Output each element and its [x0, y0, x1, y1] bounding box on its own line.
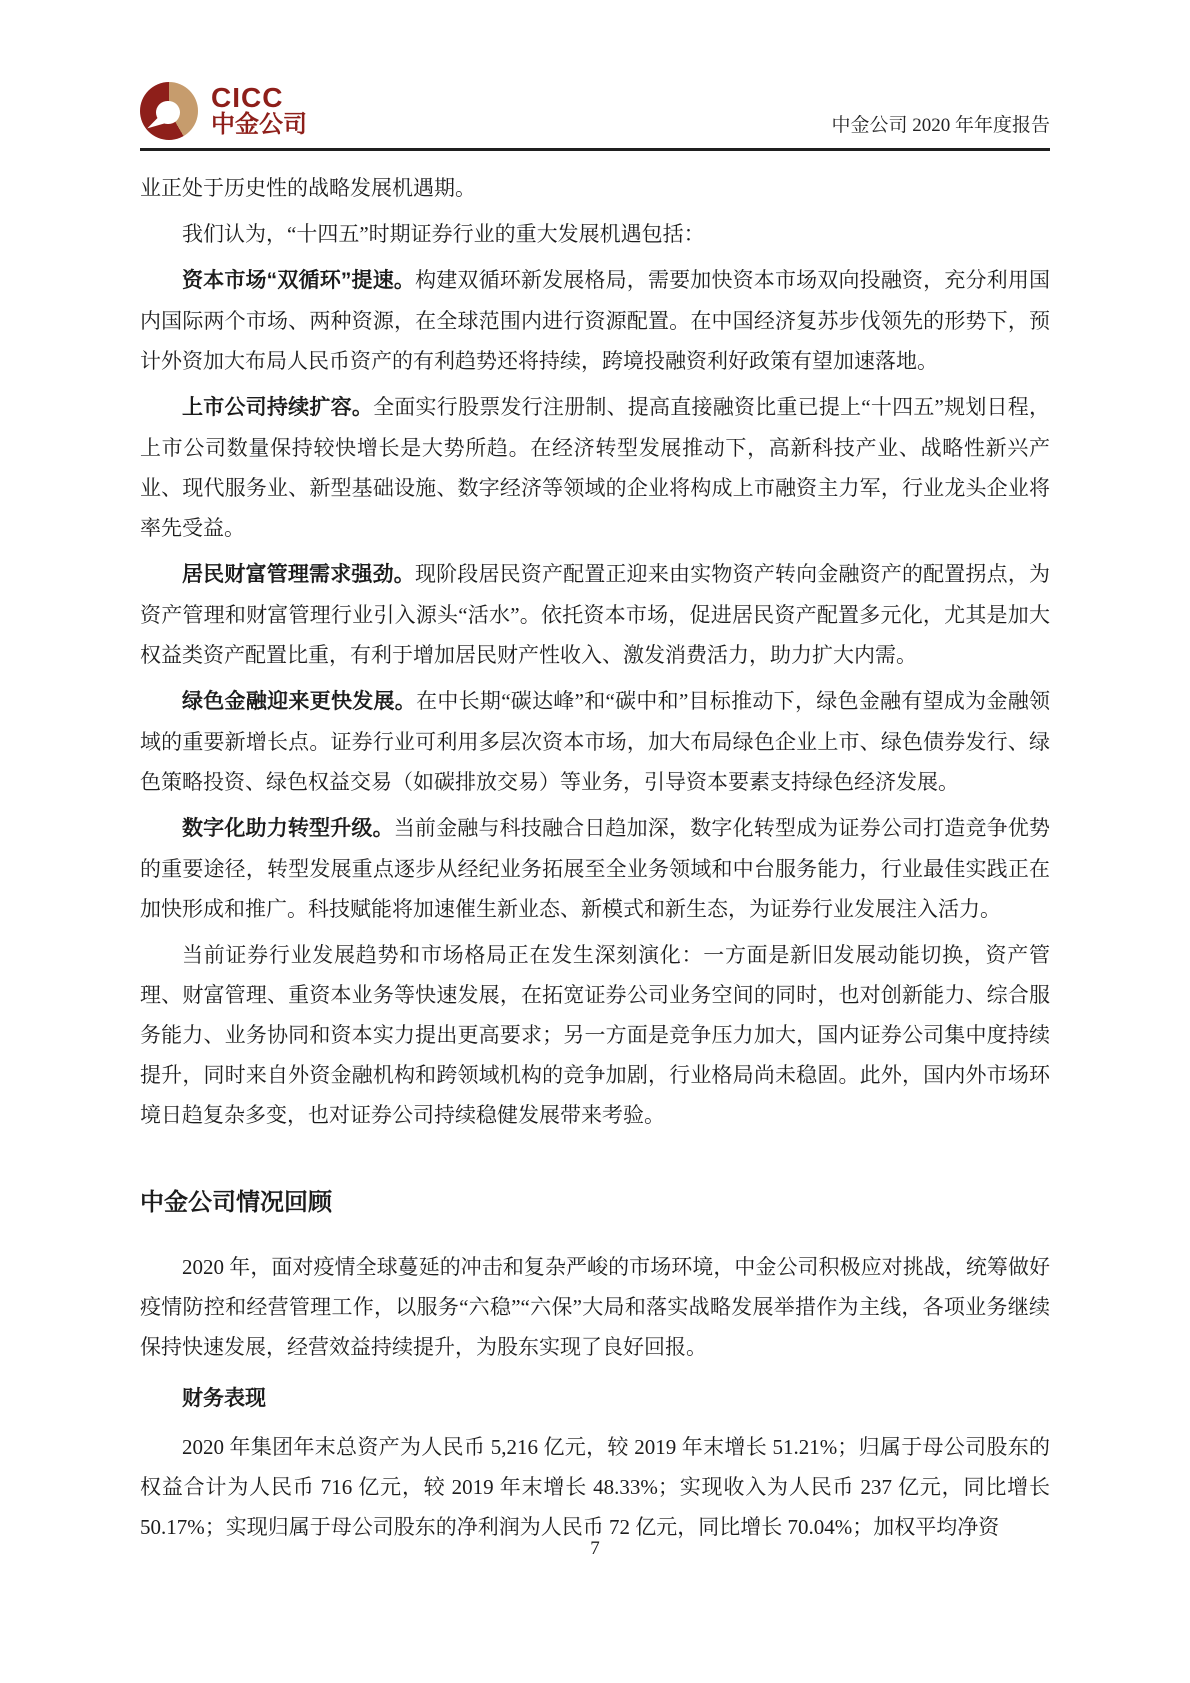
paragraph-wealth-management — [140, 554, 1050, 675]
paragraph-industry-trend: 当前证券行业发展趋势和市场格局正在发生深刻演化：一方面是新旧发展动能切换，资产管理、财富管理、重资本业务等快速发展，在拓宽证券公司业务空间的同时，也对创新能力、综合服务能力、业务协同和资本实力提出更高要求；另一方面是竞争压力加大，国内证券公司集中度持续提升，同时来自外资金融机构和跨领域机构的竞争加剧，行业格局尚未稳固。此外，国内外市场环境日趋复杂多变，也对证券公司持续稳健发展带来考验。 — [140, 943, 1050, 1127]
paragraph-capital-market — [140, 260, 1050, 381]
paragraph-carryover: 业正处于历史性的战略发展机遇期。 — [140, 176, 476, 200]
cicc-logo — [140, 82, 307, 140]
paragraph-listed-companies-body: 全面实行股票发行注册制、提高直接融资比重已提上“十四五”规划日程，上市公司数量保持较快增长是大势所趋。在经济转型发展推动下，高新科技产业、战略性新兴产业、现代服务业、新型基础设施、数字经济等领域的企业将构成上市融资主力军，行业龙头企业将率先受益。 — [140, 395, 1051, 540]
logo-acronym: CICC — [211, 82, 284, 114]
document-body — [140, 168, 1050, 1553]
paragraph-green-finance-body: 在中长期“碳达峰”和“碳中和”目标推动下，绿色金融有望成为金融领域的重要新增长点。证券行业可利用多层次资本市场，加大布局绿色企业上市、绿色债券发行、绿色策略投资、绿色权益交易（如碳排放交易）等业务，引导资本要素支持绿色经济发展。 — [140, 689, 1051, 794]
paragraph-digitalization — [140, 808, 1050, 929]
report-edition-title: 中金公司 2020 年年度报告 — [831, 115, 1050, 136]
logo-company-name: 中金公司 — [211, 111, 307, 139]
paragraph-capital-market-body: 构建双循环新发展格局，需要加快资本市场双向投融资，充分利用国内国际两个市场、两种资源，在全球范围内进行资源配置。在中国经济复苏步伐领先的形势下，预计外资加大布局人民币资产的有利趋势还将持续，跨境投融资利好政策有望加速落地。 — [140, 268, 1051, 373]
page-header — [140, 82, 1050, 151]
paragraph-financial-results: 2020 年集团年末总资产为人民币 5,216 亿元，较 2019 年末增长 51.21%；归属于母公司股东的权益合计为人民币 716 亿元，较 2019 年末增长 48.33%；实现收入为人民币 237 亿元，同比增长 50.17%；实现归属于母公司股东的净利润为人民币 72 亿元，同比增长 70.04%；加权平均净资 — [140, 1435, 1050, 1539]
paragraph-capital-market-lead: 资本市场“双循环”提速。 — [182, 269, 416, 292]
paragraph-green-finance — [140, 681, 1050, 802]
header-row — [140, 82, 1050, 151]
paragraph-wealth-management-lead: 居民财富管理需求强劲。 — [182, 563, 415, 586]
section-heading-company-review: 中金公司情况回顾 — [140, 1189, 332, 1216]
logo-wordmark — [211, 84, 307, 137]
paragraph-listed-companies-lead: 上市公司持续扩容。 — [182, 396, 374, 419]
logo-comma-hole — [156, 101, 180, 125]
paragraph-wealth-management-body: 现阶段居民资产配置正迎来由实物资产转向金融资产的配置拐点，为资产管理和财富管理行业引入源头“活水”。依托资本市场，促进居民资产配置多元化，尤其是加大权益类资产配置比重，有利于增加居民财产性收入、激发消费活力，助力扩大内需。 — [140, 562, 1051, 667]
cicc-logo-icon — [140, 82, 198, 140]
page-footer — [0, 1538, 1190, 1560]
page-number: 7 — [590, 1538, 600, 1559]
paragraph-digitalization-body: 当前金融与科技融合日趋加深，数字化转型成为证券公司打造竞争优势的重要途径，转型发展重点逐步从经纪业务拓展至全业务领域和中台服务能力，行业最佳实践正在加快形成和推广。科技赋能将加速催生新业态、新模式和新生态，为证券行业发展注入活力。 — [140, 816, 1050, 921]
paragraph-digitalization-lead: 数字化助力转型升级。 — [182, 817, 394, 840]
paragraph-intro: 我们认为，“十四五”时期证券行业的重大发展机遇包括： — [182, 222, 705, 246]
paragraph-listed-companies — [140, 387, 1050, 548]
paragraph-green-finance-lead: 绿色金融迎来更快发展。 — [182, 690, 417, 713]
paragraph-2020-review: 2020 年，面对疫情全球蔓延的冲击和复杂严峻的市场环境，中金公司积极应对挑战，统筹做好疫情防控和经营管理工作，以服务“六稳”“六保”大局和落实战略发展举措作为主线，各项业务继续保持快速发展，经营效益持续提升，为股东实现了良好回报。 — [140, 1255, 1050, 1359]
sub-heading-financial-performance: 财务表现 — [182, 1387, 266, 1410]
